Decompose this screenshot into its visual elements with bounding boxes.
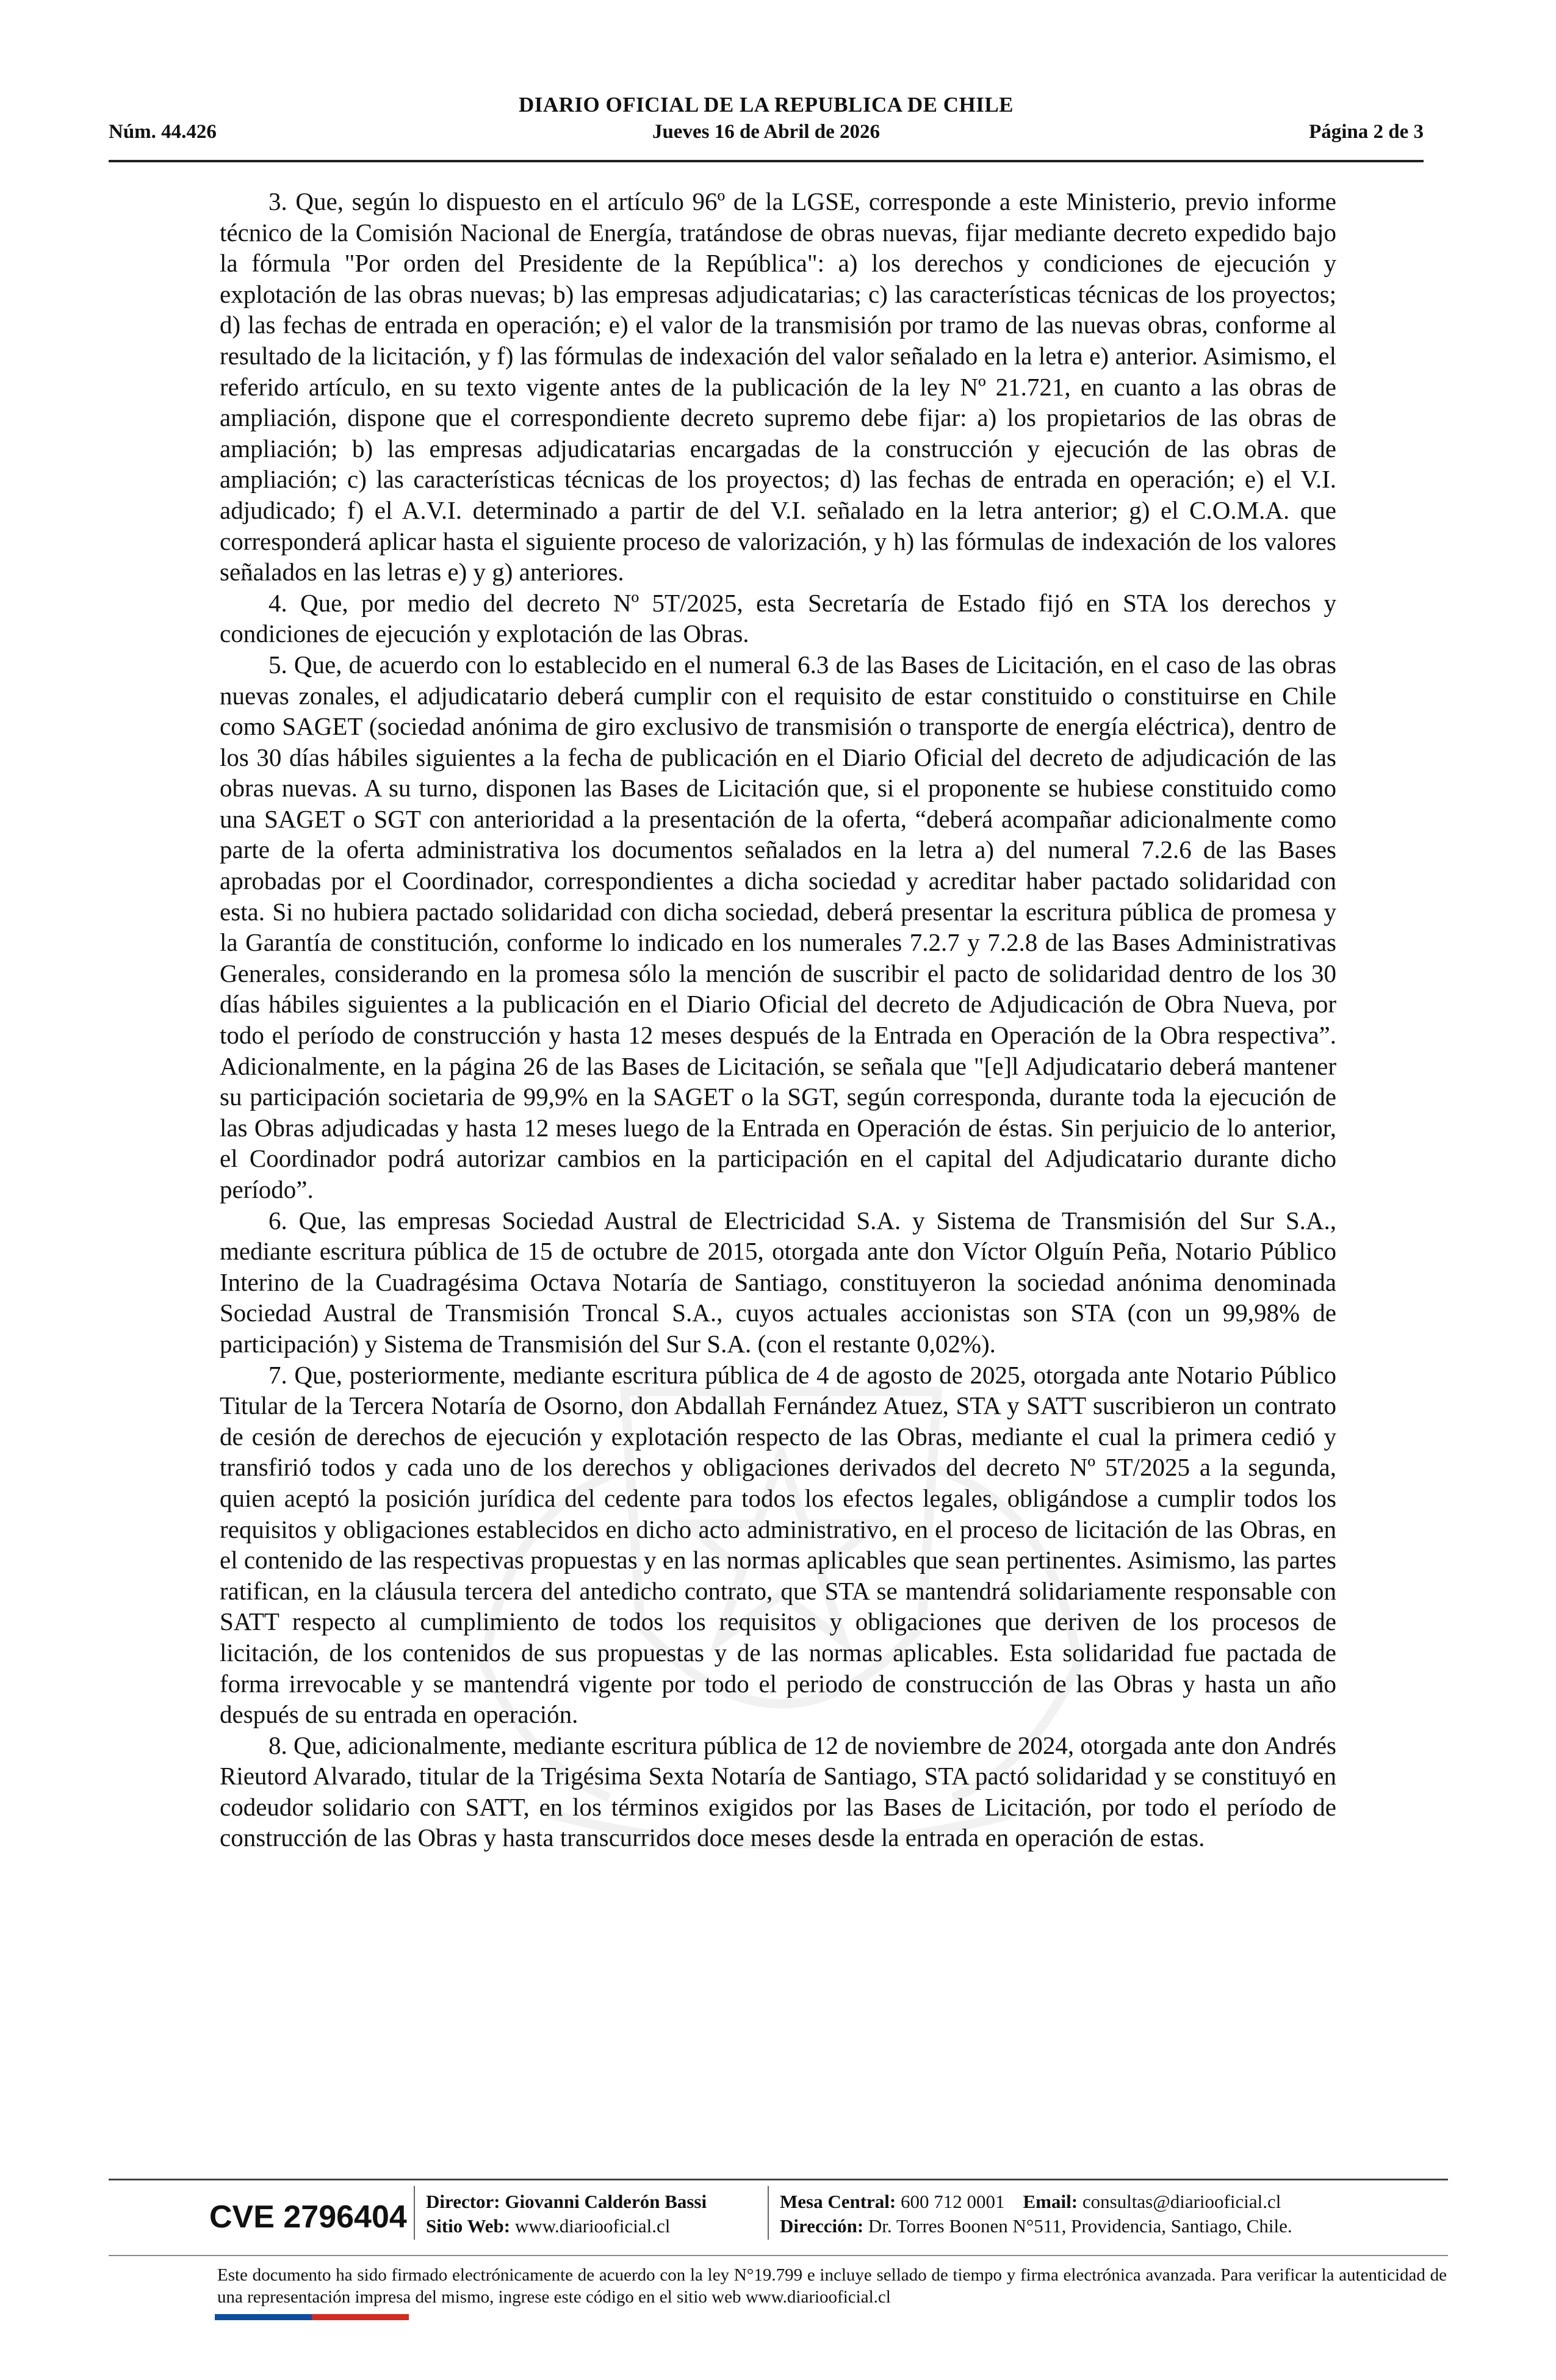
director-label: Director: xyxy=(426,2191,500,2212)
paragraph-5: 5. Que, de acuerdo con lo establecido en el numeral 6.3 de las Bases de Licitación, en el caso de las obras nuevas zonales, el adjudicatario deberá cumplir con el requisito de estar constituido o constituirse en Chile como SAGET (sociedad anónima de giro exclusivo de transmisión o transporte de energía eléctrica), dentro de los 30 días hábiles siguientes a la fecha de publicación en el Diario Oficial del decreto de adjudicación de las obras nuevas. A su turno, disponen las Bases de Licitación que, si el proponente se hubiese constituido como una SAGET o SGT con anterioridad a la presentación de la oferta, “deberá acompañar adicionalmente como parte de la oferta administrativa los documentos señalados en la letra a) del numeral 7.2.6 de las Bases aprobadas por el Coordinador, correspondientes a dicha sociedad y acreditar haber pactado solidaridad con esta. Si no hubiera pactado solidaridad con dicha sociedad, deberá presentar la escritura pública de promesa y la Garantía de constitución, conforme lo indicado en los numerales 7.2.7 y 7.2.8 de las Bases Administrativas Generales, considerando en la promesa sólo la mención de suscribir el pacto de solidaridad dentro de los 30 días hábiles siguientes a la publicación en el Diario Oficial del decreto de Adjudicación de Obra Nueva, por todo el período de construcción y hasta 12 meses después de la Entrada en Operación de la Obra respectiva”. Adicionalmente, en la página 26 de las Bases de Licitación, se señala que "[e]l Adjudicatario deberá mantener su participación societaria de 99,9% en la SAGET o la SGT, según corresponda, durante toda la ejecución de las Obras adjudicadas y hasta 12 meses luego de la Entrada en Operación de éstas. Sin perjuicio de lo anterior, el Coordinador podrá autorizar cambios en la participación en el capital del Adjudicatario durante dicho período”. xyxy=(220,650,1336,1203)
signature-notice: Este documento ha sido firmado electrónicamente de acuerdo con la ley N°19.799 e incluye sellado de tiempo y firma electrónica avanzada. Para verificar la autenticidad de una representación impresa del mismo, ingrese este código en el sitio web www.diariooficial.cl xyxy=(217,2265,1447,2307)
phone-number: 600 712 0001 xyxy=(901,2191,1005,2212)
email-link[interactable]: consultas@diariooficial.cl xyxy=(1082,2191,1281,2212)
footer-contact-left xyxy=(426,2190,707,2238)
paragraph-3: 3. Que, según lo dispuesto en el artículo 96º de la LGSE, corresponde a este Ministerio, previo informe técnico de la Comisión Nacional de Energía, tratándose de obras nuevas, fijar mediante decreto expedido bajo la fórmula "Por orden del Presidente de la República": a) los derechos y condiciones de ejecución y explotación de las obras nuevas; b) las empresas adjudicatarias; c) las características técnicas de los proyectos; d) las fechas de entrada en operación; e) el valor de la transmisión por tramo de las nuevas obras, conforme al resultado de la licitación, y f) las fórmulas de indexación del valor señalado en la letra e) anterior. Asimismo, el referido artículo, en su texto vigente antes de la publicación de la ley Nº 21.721, en cuanto a las obras de ampliación, dispone que el correspondiente decreto supremo debe fijar: a) los propietarios de las obras de ampliación; b) las empresas adjudicatarias encargadas de la construcción y ejecución de las obras de ampliación; c) las características técnicas de los proyectos; d) las fechas de entrada en operación; e) el V.I. adjudicado; f) el A.V.I. determinado a partir de del V.I. señalado en la letra anterior; g) el C.O.M.A. que corresponderá aplicar hasta el siguiente proceso de valorización, y h) las fórmulas de indexación de los valores señalados en las letras e) y g) anteriores. xyxy=(220,187,1336,586)
page-header xyxy=(109,92,1424,162)
director-name: Giovanni Calderón Bassi xyxy=(505,2191,707,2212)
phone-label: Mesa Central: xyxy=(780,2191,896,2212)
footer-contact-right xyxy=(780,2190,1292,2238)
flag-color-bar xyxy=(215,2314,409,2320)
footer-mid-rule xyxy=(109,2255,1448,2256)
document-body xyxy=(220,186,1336,1853)
paragraph-7: 7. Que, posteriormente, mediante escritura pública de 4 de agosto de 2025, otorgada ante Notario Público Titular de la Tercera Notaría de Osorno, don Abdallah Fernández Atuez, STA y SATT suscribieron un contrato de cesión de derechos de ejecución y explotación respecto de las Obras, mediante el cual la primera cedió y transfirió todos y cada uno de los derechos y obligaciones derivados del decreto Nº 5T/2025 a la segunda, quien aceptó la posición jurídica del cedente para todos los efectos legales, obligándose a cumplir todos los requisitos y obligaciones establecidos en dicho acto administrativo, en el proceso de licitación de las Obras, en el contenido de las respectivas propuestas y en las normas aplicables que sean pertinentes. Asimismo, las partes ratifican, en la cláusula tercera del antedicho contrato, que STA se mantendrá solidariamente responsable con SATT respecto al cumplimiento de todos los requisitos y obligaciones que deriven de los procesos de licitación, de los contenidos de sus propuestas y de las normas aplicables. Esta solidaridad fue pactada de forma irrevocable y se mantendrá vigente por todo el periodo de construcción de las Obras y hasta un año después de su entrada en operación. xyxy=(220,1360,1336,1729)
journal-title: DIARIO OFICIAL DE LA REPUBLICA DE CHILE xyxy=(518,93,1014,117)
issue-number: Núm. 44.426 xyxy=(109,121,217,143)
footer-divider xyxy=(414,2186,415,2240)
footer-top-rule xyxy=(109,2179,1448,2180)
paragraph-6: 6. Que, las empresas Sociedad Austral de Electricidad S.A. y Sistema de Transmisión del Sur S.A., mediante escritura pública de 15 de octubre de 2015, otorgada ante don Víctor Olguín Peña, Notario Público Interino de la Cuadragésima Octava Notaría de Santiago, constituyeron la sociedad anónima denominada Sociedad Austral de Transmisión Troncal S.A., cuyos actuales accionistas son STA (con un 99,98% de participación) y Sistema de Transmisión del Sur S.A. (con el restante 0,02%). xyxy=(220,1206,1336,1358)
footer-divider xyxy=(768,2186,769,2240)
issue-date: Jueves 16 de Abril de 2026 xyxy=(652,121,881,143)
website-link[interactable]: www.diariooficial.cl xyxy=(514,2215,671,2237)
flag-bar-blue xyxy=(215,2314,312,2320)
cve-code: CVE 2796404 xyxy=(209,2199,407,2235)
paragraph-4: 4. Que, por medio del decreto Nº 5T/2025, esta Secretaría de Estado fijó en STA los derechos y condiciones de ejecución y explotación de las Obras. xyxy=(220,588,1336,648)
email-label: Email: xyxy=(1023,2191,1078,2212)
website-label: Sitio Web: xyxy=(426,2215,511,2237)
flag-bar-red xyxy=(312,2314,409,2320)
paragraph-8: 8. Que, adicionalmente, mediante escritura pública de 12 de noviembre de 2024, otorgada ante don Andrés Rieutord Alvarado, titular de la Trigésima Sexta Notaría de Santiago, STA pactó solidaridad y se constituyó en codeudor solidario con SATT, en los términos exigidos por las Bases de Licitación, por todo el período de construcción de las Obras y hasta transcurridos doce meses desde la entrada en operación de estas. xyxy=(220,1731,1336,1852)
address-label: Dirección: xyxy=(780,2215,864,2237)
address-value: Dr. Torres Boonen N°511, Providencia, Santiago, Chile. xyxy=(868,2215,1292,2237)
page-number: Página 2 de 3 xyxy=(1309,121,1424,143)
